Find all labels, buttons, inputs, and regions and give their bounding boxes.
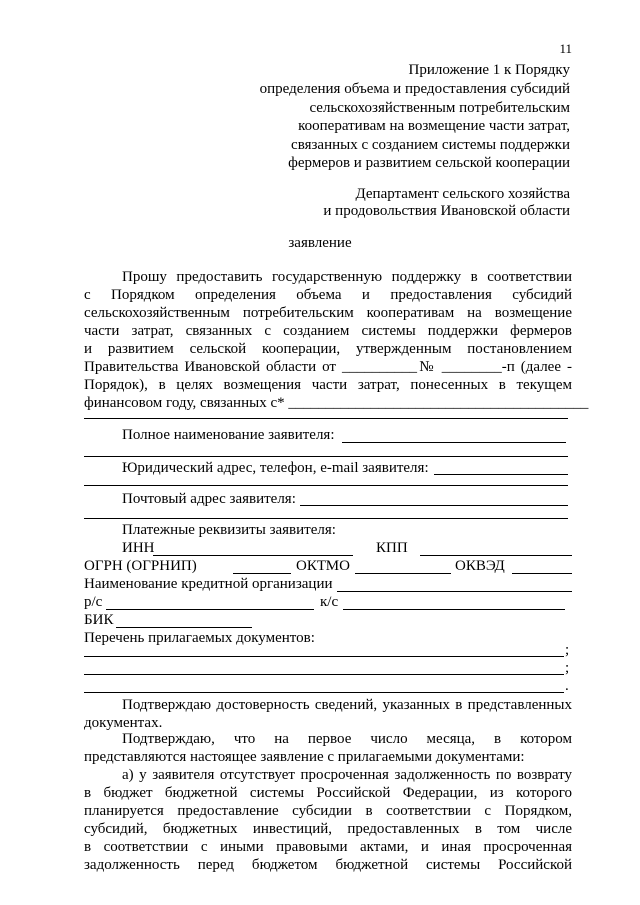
appendix-line: фермеров и развитием сельской кооперации [288,155,570,171]
addressee-line: Департамент сельского хозяйства [355,186,570,202]
page-number: 11 [559,41,572,56]
docs-list-line[interactable] [84,692,564,693]
paragraph-line: а) у заявителя отсутствует просроченная задолженность по возврату [122,767,572,783]
bik-field[interactable] [116,627,252,628]
paragraph-line: субсидий, бюджетных инвестиций, предоставленных в том числе [84,821,572,837]
docs-list-label: Перечень прилагаемых документов: [84,630,315,646]
rs-label: р/с [84,594,103,610]
postal-address-label: Почтовый адрес заявителя: [122,491,296,507]
paragraph-line: в бюджет бюджетной системы Российской Федерации, из которого [84,785,572,801]
oktmo-field[interactable] [355,573,451,574]
paragraph-line: Порядок), в целях возмещения части затрат, понесенных в текущем [84,377,572,393]
list-end-mark: . [565,678,569,694]
appendix-line: определения объема и предоставления субсидий [259,81,570,97]
full-name-label: Полное наименование заявителя: [122,427,335,443]
bank-name-label: Наименование кредитной организации [84,576,333,592]
paragraph-line: сельскохозяйственным потребительским кооперативам на возмещение [84,305,572,321]
paragraph-line: представляются настоящее заявление с прилагаемыми документами: [84,749,525,765]
document-title: заявление [288,235,352,251]
appendix-line: кооперативам на возмещение части затрат, [298,118,570,134]
paragraph-line: задолженность перед бюджетом бюджетной системы Российской [84,857,572,873]
docs-list-line[interactable] [84,674,564,675]
full-name-field[interactable] [342,442,566,443]
paragraph-line: Подтверждаю, что на первое число месяца, в котором [122,731,572,747]
blank-line[interactable] [84,418,568,419]
appendix-line: связанных с созданием системы поддержки [291,137,570,153]
ks-field[interactable] [343,609,565,610]
paragraph-line: Правительства Ивановской области от __________№ ________-п (далее - [84,359,572,375]
paragraph-line: и развитием сельской кооперации, утвержденным постановлением [84,341,572,357]
appendix-line: сельскохозяйственным потребительским [309,100,570,116]
appendix-line: Приложение 1 к Порядку [408,62,570,78]
paragraph-line: планируется предоставление субсидии в соответствии с Порядком, [84,803,572,819]
inn-label: ИНН [122,540,155,556]
bik-label: БИК [84,612,114,628]
paragraph-line: документах. [84,715,163,731]
okved-label: ОКВЭД [455,558,505,574]
bank-name-field[interactable] [337,591,572,592]
docs-list-line[interactable] [84,656,564,657]
rs-field[interactable] [106,609,314,610]
list-end-mark: ; [565,642,570,658]
legal-address-field[interactable] [434,474,568,475]
kpp-label: КПП [376,540,408,556]
payment-details-label: Платежные реквизиты заявителя: [122,522,336,538]
paragraph-line: с Порядком определения объема и предоставления субсидий [84,287,572,303]
list-end-mark: ; [565,660,570,676]
blank-line[interactable] [84,485,568,486]
blank-line[interactable] [84,456,568,457]
inn-field[interactable] [153,555,353,556]
kpp-field[interactable] [420,555,572,556]
blank-line[interactable] [84,518,568,519]
paragraph-line: Прошу предоставить государственную поддержку в соответствии [122,269,572,285]
ks-label: к/с [320,594,339,610]
legal-address-label: Юридический адрес, телефон, e-mail заявителя: [122,460,429,476]
paragraph-line: в соответствии с иными правовыми актами, и иная просроченная [84,839,572,855]
postal-address-field[interactable] [300,505,568,506]
paragraph-line: Подтверждаю достоверность сведений, указанных в представленных [122,697,572,713]
paragraph-line: части затрат, связанных с созданием системы поддержки фермеров [84,323,572,339]
paragraph-line: финансовом году, связанных с* ________________________________________ [84,395,589,411]
ogrn-field[interactable] [233,573,291,574]
okved-field[interactable] [512,573,572,574]
ogrn-label: ОГРН (ОГРНИП) [84,558,197,574]
addressee-line: и продовольствия Ивановской области [323,203,570,219]
oktmo-label: ОКТМО [296,558,350,574]
